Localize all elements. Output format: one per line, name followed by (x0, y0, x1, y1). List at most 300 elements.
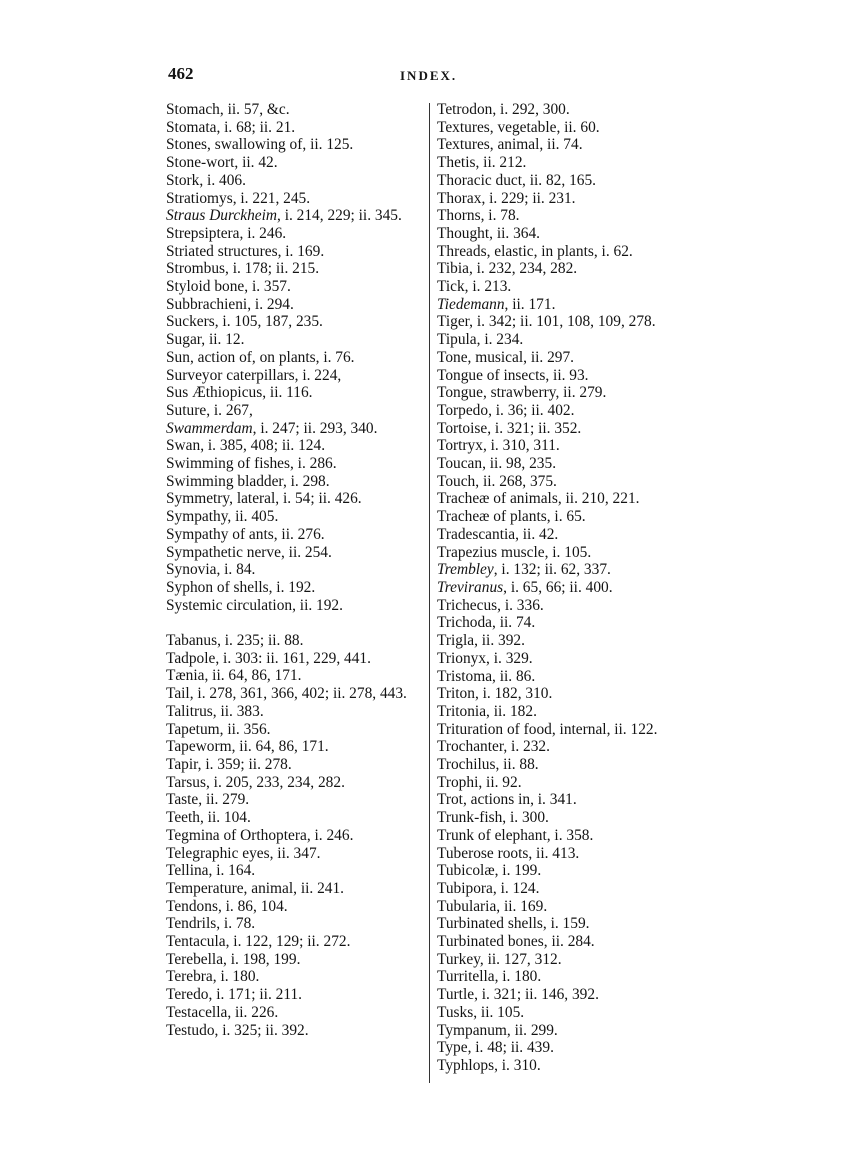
index-entry (437, 367, 699, 385)
page-references: , i. 159. (542, 915, 590, 933)
index-entry (437, 880, 699, 898)
index-entry (166, 827, 428, 845)
index-term: Tympanum (437, 1021, 507, 1039)
page-references: , ii. 182. (486, 702, 537, 720)
index-entry (166, 1022, 428, 1040)
index-term: Styloid bone (166, 278, 245, 296)
page-references: , ii. 254. (280, 543, 332, 561)
page-references: , ii. 60. (556, 118, 600, 136)
index-term: Tubicolæ (437, 862, 495, 880)
index-term: Stomach (166, 101, 220, 118)
index-term: Trembley (437, 561, 494, 579)
index-entry (437, 827, 699, 845)
index-entry (437, 296, 699, 314)
index-entry (437, 703, 699, 721)
index-entry (166, 367, 428, 385)
page-references: , i. 68; ii. 21. (216, 118, 296, 136)
index-entry (437, 597, 699, 615)
index-term: Trichoda (437, 614, 493, 632)
index-entry (437, 1004, 699, 1022)
page-references: , i. 300. (502, 809, 549, 827)
index-term: Textures, vegetable (437, 118, 557, 136)
page-references: , i. 171; ii. 211. (208, 986, 303, 1004)
index-entry (437, 154, 699, 172)
index-entry (437, 650, 699, 668)
index-term: Swan (166, 437, 201, 455)
index-term: Symmetry, lateral (166, 490, 276, 508)
page-references: , i. 180. (494, 968, 542, 986)
index-entry (166, 756, 428, 774)
index-entry (166, 915, 428, 933)
index-term: Synovia (166, 561, 217, 579)
index-term: Sugar (166, 331, 202, 349)
index-term: Trunk of elephant (437, 826, 547, 844)
index-term: Striated structures (166, 242, 278, 260)
page-references: , i. 385, 408; ii. 124. (200, 437, 326, 455)
page-references: , i. 62. (593, 242, 633, 260)
index-term: Textures, animal (437, 136, 540, 154)
page-references: , ii. 413. (528, 844, 580, 862)
page-references: , i. 221, 245. (232, 189, 311, 207)
page-references: , ii. 116. (262, 384, 313, 402)
page-references: , i. 78. (216, 915, 256, 933)
index-term: Turbinated shells (437, 915, 543, 933)
page-references: , ii. 64, 86, 171. (204, 667, 302, 685)
index-entry (437, 809, 699, 827)
index-entry (166, 331, 428, 349)
page-references: , ii. 127, 312. (479, 950, 562, 968)
index-entry (166, 313, 428, 331)
page-references: , ii. 92. (478, 773, 522, 791)
index-term: Tone, musical (437, 348, 524, 366)
index-term: Tick (437, 278, 465, 296)
index-term: Tusks (437, 1003, 474, 1021)
index-entry (437, 579, 699, 597)
page-references: , i. 232, 234, 282. (468, 260, 578, 278)
index-term: Syphon of shells (166, 578, 269, 596)
index-term: Surveyor caterpillars (166, 366, 295, 384)
index-entry (437, 278, 699, 296)
page-references: , i. 336. (497, 596, 544, 614)
index-term: Stratiomys (166, 189, 233, 207)
index-term: Tapir (166, 756, 198, 773)
index-entry (166, 667, 428, 685)
index-entry (166, 136, 428, 154)
index-entry (166, 296, 428, 314)
page-references: , ii. 12. (201, 331, 245, 349)
index-entry (437, 172, 699, 190)
page-references: , ii. 392. (474, 632, 525, 650)
index-entry (437, 101, 699, 119)
index-entry (166, 207, 428, 225)
index-term: Torpedo (437, 401, 489, 419)
index-entry (166, 561, 428, 579)
index-term: Thought (437, 224, 490, 242)
page-references: , ii. 279. (198, 791, 250, 809)
page-references: , i. 267, (206, 401, 253, 419)
page-references: , ii. 284. (543, 933, 595, 951)
page-references: , i. 310. (494, 1056, 541, 1074)
index-term: Tracheæ of plants (437, 508, 547, 526)
column-divider (429, 103, 430, 1083)
index-entry (166, 473, 428, 491)
page-references: , i. 76. (315, 348, 355, 366)
page-references: , ii. 104. (199, 809, 251, 827)
index-entry (166, 190, 428, 208)
page-references: , ii. 169. (496, 897, 548, 915)
index-term: Teeth (166, 809, 200, 827)
index-entry (166, 880, 428, 898)
page-references: , i. 286. (289, 455, 337, 473)
page-references: , i. 292, 300. (492, 101, 570, 118)
index-entry (437, 402, 699, 420)
index-term: Triton (437, 685, 475, 703)
index-entry (166, 101, 428, 119)
page-references: , ii. 276. (273, 525, 325, 543)
index-term: Teredo (166, 986, 209, 1004)
index-entry (166, 243, 428, 261)
page-references: , ii. 356. (219, 720, 271, 738)
index-entry (166, 455, 428, 473)
page-references: , i. 247; ii. 293, 340. (252, 419, 378, 437)
index-term: Straus Durckheim (166, 207, 277, 225)
page-references: , ii. 405. (227, 508, 279, 526)
page-references: , i. 224, (294, 366, 342, 384)
index-term: Tendrils (166, 915, 217, 933)
index-entry (437, 862, 699, 880)
index-entry (437, 420, 699, 438)
index-term: Tubularia (437, 897, 497, 915)
page-references: , ii. 299. (506, 1021, 558, 1039)
page-references: , i. 84. (216, 561, 256, 579)
page-references: , ii. 74. (539, 136, 583, 154)
page-references: , i. 321; ii. 146, 392. (474, 986, 599, 1004)
index-term: Taste (166, 791, 199, 809)
index-term: Tuberose roots (437, 844, 529, 862)
index-term: Tendons (166, 897, 218, 915)
index-entry (166, 862, 428, 880)
index-term: Terebra (166, 968, 213, 986)
page-references: , i. 65. (546, 508, 586, 526)
index-entry (437, 225, 699, 243)
page-references: , ii. 42. (515, 525, 559, 543)
page-references: , ii. 74. (492, 614, 536, 632)
page-references: , ii. 383. (212, 702, 264, 720)
index-entry (166, 721, 428, 739)
index-term: Stone-wort (166, 154, 235, 172)
page-references: , i. 329. (486, 649, 533, 667)
index-entry (166, 420, 428, 438)
page-references: , i. 246. (239, 224, 287, 242)
index-entry (437, 243, 699, 261)
page-references: , ii. 98, 235. (482, 455, 557, 473)
index-entry (166, 402, 428, 420)
index-term: Trapezius muscle (437, 543, 545, 561)
index-term: Touch (437, 472, 476, 490)
page-references: , ii. 122. (606, 720, 658, 738)
page-references: , ii. 171. (504, 295, 556, 313)
index-entry (437, 260, 699, 278)
page-references: , ii. 347. (269, 844, 321, 862)
index-term: Tiger (437, 313, 470, 331)
index-entry (437, 791, 699, 809)
index-entry (166, 437, 428, 455)
index-entry (166, 490, 428, 508)
page-references: , i. 132; ii. 62, 337. (493, 561, 611, 579)
page-references: , ii. 82, 165. (522, 171, 597, 189)
index-term: Sus Æthiopicus (166, 384, 263, 402)
index-entry (166, 597, 428, 615)
index-entry (437, 473, 699, 491)
index-term: Sympathy (166, 508, 228, 526)
page-references: , i. 214, 229; ii. 345. (277, 207, 402, 225)
index-term: Tritonia (437, 702, 487, 720)
index-entry (166, 384, 428, 402)
page-references: , i. 169. (277, 242, 325, 260)
index-entry (437, 774, 699, 792)
index-left-column (166, 101, 428, 1039)
index-entry (166, 172, 428, 190)
index-entry (437, 1022, 699, 1040)
index-term: Tiedemann (437, 295, 505, 313)
index-entry (437, 721, 699, 739)
page-references: , i. 232. (503, 738, 550, 756)
page-references: , i. 48; ii. 439. (467, 1039, 554, 1057)
index-term: Tibia (437, 260, 469, 278)
page-references: , i. 182, 310. (474, 685, 553, 703)
index-entry (437, 437, 699, 455)
index-entry (166, 1004, 428, 1022)
index-entry (166, 526, 428, 544)
index-term: Terebella (166, 950, 224, 968)
page-references: , ii. 105. (473, 1003, 525, 1021)
page-references: , i. 278, 361, 366, 402; ii. 278, 443. (189, 685, 407, 703)
page-references: , i. 199. (494, 862, 542, 880)
index-term: Turkey (437, 950, 480, 968)
index-entry (437, 614, 699, 632)
index-entry (166, 632, 428, 650)
page-references: , i. 54; ii. 426. (275, 490, 362, 508)
page-references: , i. 122, 129; ii. 272. (225, 933, 351, 951)
index-term: Tellina (166, 862, 209, 880)
index-term: Turbinated bones (437, 933, 544, 951)
index-right-column (437, 101, 699, 1075)
index-entry (437, 1057, 699, 1075)
index-term: Tail (166, 685, 190, 703)
index-entry (166, 278, 428, 296)
index-term: Suckers (166, 313, 215, 331)
index-term: Tortryx (437, 437, 483, 455)
index-term: Stork (166, 171, 200, 189)
page-references: , ii. 192. (292, 596, 343, 614)
index-entry (166, 968, 428, 986)
index-term: Sympathetic nerve (166, 543, 281, 561)
index-term: Systemic circulation (166, 596, 293, 614)
page-references: , i. 124. (492, 879, 540, 897)
page-references: , i. 78. (480, 207, 520, 225)
index-term: Trichecus (437, 596, 498, 614)
index-entry (166, 508, 428, 526)
page-references: , i. 325; ii. 392. (214, 1021, 309, 1039)
index-term: Type (437, 1039, 468, 1057)
index-entry (437, 313, 699, 331)
index-entry (437, 986, 699, 1004)
index-term: Sympathy of ants (166, 525, 274, 543)
page-references: , ii. 125. (302, 136, 354, 154)
page-references: , i. 321; ii. 352. (487, 419, 582, 437)
index-term: Tongue of insects (437, 366, 546, 384)
index-term: Tegmina of Orthoptera (166, 826, 307, 844)
page-references: , i. 357. (244, 278, 291, 296)
page-references: , ii. 64, 86, 171. (231, 738, 329, 756)
index-entry (166, 809, 428, 827)
page-references: , i. 310, 311. (482, 437, 560, 455)
index-entry (437, 1039, 699, 1057)
page-references: , i. 358. (546, 826, 594, 844)
index-entry (437, 685, 699, 703)
index-term: Tristoma (437, 667, 493, 685)
index-term: Tongue, strawberry (437, 384, 556, 402)
page-references: , i. 36; ii. 402. (488, 401, 575, 419)
page-references: , i. 234. (476, 331, 524, 349)
page-references: , i. 359; ii. 278. (197, 756, 292, 773)
index-term: Strepsiptera (166, 224, 240, 242)
index-entry (437, 845, 699, 863)
index-entry (437, 455, 699, 473)
page-references: , i. 342; ii. 101, 108, 109, 278. (469, 313, 656, 331)
index-term: Testacella (166, 1003, 228, 1021)
index-term: Thorax (437, 189, 482, 207)
page-references: , i. 298. (282, 472, 330, 490)
page-references: , ii. 241. (293, 879, 345, 897)
index-term: Stones, swallowing of (166, 136, 303, 154)
page-references: , ii. 88. (495, 756, 539, 774)
page-references: , ii. 42. (234, 154, 278, 172)
page-references: , ii. 93. (545, 366, 589, 384)
index-entry (437, 508, 699, 526)
index-term: Talitrus (166, 702, 213, 720)
index-term: Thoracic duct (437, 171, 523, 189)
page-references: , ii. 279. (555, 384, 607, 402)
index-term: Threads, elastic, in plants (437, 242, 594, 260)
index-entry (437, 190, 699, 208)
index-term: Thorns (437, 207, 481, 225)
index-term: Swimming bladder (166, 472, 283, 490)
index-term: Trunk-fish (437, 809, 503, 827)
page-references: , i. 65, 66; ii. 400. (503, 578, 613, 596)
page-references: , i. 105. (544, 543, 592, 561)
index-term: Trochilus (437, 756, 496, 774)
page-references: , i. 294. (247, 295, 294, 313)
index-term: Tortoise (437, 419, 488, 437)
index-term: Subbrachieni (166, 295, 248, 313)
index-entry (437, 349, 699, 367)
index-entry (166, 738, 428, 756)
index-term: Trophi (437, 773, 479, 791)
page-references: , i. 180. (212, 968, 260, 986)
index-term: Tapetum (166, 720, 220, 738)
index-entry (166, 898, 428, 916)
page-references: , i. 246. (306, 826, 354, 844)
index-term: Swammerdam (166, 419, 253, 437)
index-entry (166, 845, 428, 863)
index-term: Temperature, animal (166, 879, 294, 897)
page-references: , ii. 364. (489, 224, 541, 242)
page-references: , ii. 212. (475, 154, 527, 172)
index-entry (166, 986, 428, 1004)
page-references: , i. 164. (208, 862, 256, 880)
page-references: , i. 198, 199. (223, 950, 301, 968)
index-term: Trot, actions in (437, 791, 531, 809)
index-entry (166, 225, 428, 243)
index-term: Tentacula (166, 933, 226, 951)
index-term: Tarsus (166, 773, 206, 791)
section-gap (166, 614, 428, 632)
index-entry (437, 561, 699, 579)
page-number: 462 (168, 64, 194, 83)
index-term: Tapeworm (166, 738, 232, 756)
index-term: Tracheæ of animals (437, 490, 558, 508)
index-entry (166, 154, 428, 172)
index-entry (437, 526, 699, 544)
index-entry (437, 331, 699, 349)
page-references: , ii. 297. (523, 348, 575, 366)
index-entry (437, 490, 699, 508)
page-references: , ii. 268, 375. (475, 472, 557, 490)
page-references: , i. 229; ii. 231. (481, 189, 576, 207)
page-references: , i. 178; ii. 215. (225, 260, 320, 278)
page-references: , i. 192. (268, 578, 316, 596)
index-entry (437, 738, 699, 756)
index-entry (437, 898, 699, 916)
page-references: , i. 105, 187, 235. (214, 313, 323, 331)
page-references: , i. 86, 104. (217, 897, 288, 915)
index-term: Turritella (437, 968, 495, 986)
index-term: Tetrodon (437, 101, 493, 118)
index-entry (166, 791, 428, 809)
page-references: , i. 303: ii. 161, 229, 441. (215, 649, 371, 667)
page-references: , ii. 57, &c. (219, 101, 290, 118)
page-references: , ii. 86. (492, 667, 536, 685)
index-term: Thetis (437, 154, 476, 172)
index-term: Trionyx (437, 649, 487, 667)
index-entry (166, 349, 428, 367)
index-term: Strombus (166, 260, 226, 278)
index-entry (437, 756, 699, 774)
running-head: INDEX. (400, 68, 458, 83)
index-entry (437, 968, 699, 986)
index-term: Tænia (166, 667, 205, 685)
index-entry (166, 703, 428, 721)
page-references: , i. 205, 233, 234, 282. (205, 773, 345, 791)
index-term: Stomata (166, 118, 217, 136)
index-term: Trituration of food, internal (437, 720, 607, 738)
index-term: Telegraphic eyes (166, 844, 270, 862)
index-entry (437, 544, 699, 562)
page-references: , ii. 226. (227, 1003, 279, 1021)
index-term: Swimming of fishes (166, 455, 290, 473)
index-term: Suture (166, 401, 207, 419)
index-entry (166, 260, 428, 278)
index-entry (437, 136, 699, 154)
index-entry (437, 668, 699, 686)
index-entry (437, 915, 699, 933)
page-references: , i. 406. (199, 171, 246, 189)
index-entry (437, 207, 699, 225)
index-entry (437, 119, 699, 137)
index-entry (437, 632, 699, 650)
index-entry (166, 544, 428, 562)
